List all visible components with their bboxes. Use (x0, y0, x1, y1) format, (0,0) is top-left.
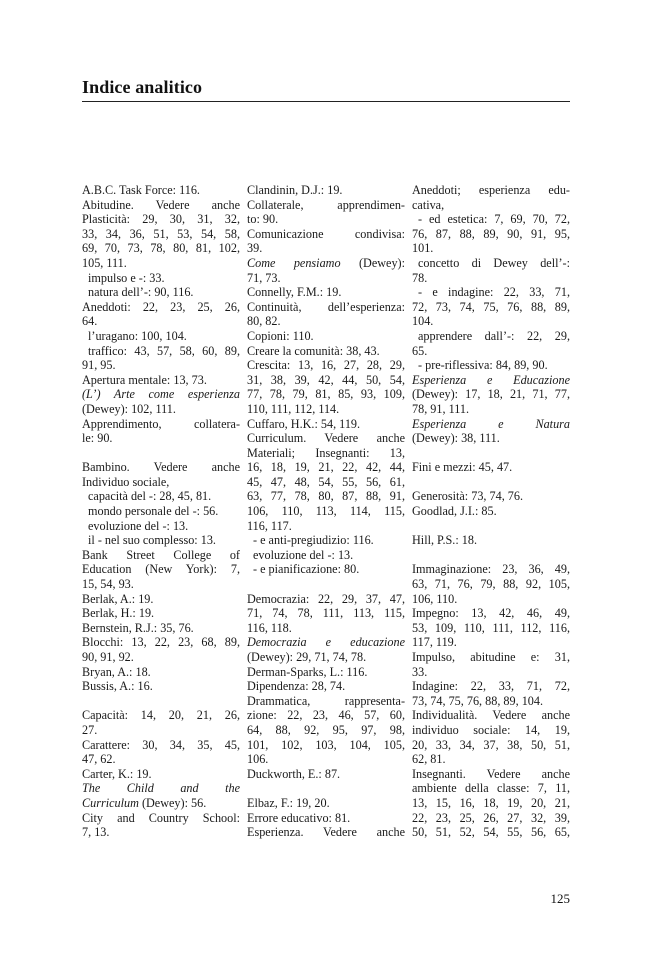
index-line: 69, 70, 73, 78, 80, 81, 102, (82, 241, 240, 256)
index-gap (412, 548, 570, 563)
index-line: Apprendimento, collatera- (82, 416, 240, 431)
index-line: Individualità. Vedere anche (412, 708, 570, 723)
index-line: Generosità: 73, 74, 76. (412, 489, 524, 504)
index-line: Bank Street College of (82, 547, 240, 562)
index-line: Impulso, abitudine e: 31, (412, 650, 570, 664)
index-line: A.B.C. Task Force: 116. (82, 183, 200, 197)
index-line: 116, 117. (247, 518, 292, 533)
index-line: Insegnanti. Vedere anche (412, 766, 570, 781)
page-title: Indice analitico (82, 77, 203, 97)
index-line: Education (New York): 7, (82, 562, 240, 577)
index-line: 15, 54, 93. (82, 577, 134, 592)
index-line: Carter, K.: 19. (82, 766, 152, 781)
index-line: Aneddoti: 22, 23, 25, 26, (82, 299, 240, 314)
index-line: 20, 33, 34, 37, 38, 50, 51, (412, 737, 570, 752)
index-gap (82, 446, 240, 461)
index-line: Individuo sociale, (82, 474, 170, 489)
index-line: - e indagine: 22, 33, 71, (418, 285, 570, 300)
title-rule (82, 101, 570, 102)
index-line: Apertura mentale: 13, 73. (82, 372, 207, 387)
index-gap (412, 446, 570, 461)
index-line: Berlak, A.: 19. (82, 591, 154, 606)
index-line: 106, 110, 113, 114, 115, (247, 504, 405, 519)
index-line: 33. (412, 664, 428, 679)
index-line: Collaterale, apprendimen- (247, 197, 405, 212)
index-line: 63, 77, 78, 80, 87, 88, 91, (247, 489, 405, 504)
index-line: Democrazia e educazione (247, 635, 405, 650)
index-line: Cuffaro, H.K.: 54, 119. (247, 416, 361, 431)
index-line: 78. (412, 270, 428, 285)
index-line: Esperienza e Educazione (412, 372, 570, 387)
index-column-3 (412, 183, 570, 840)
index-line: zione: 22, 23, 46, 57, 60, (247, 708, 405, 723)
index-line: l’uragano: 100, 104. (88, 328, 187, 343)
index-line: Democrazia: 22, 29, 37, 47, (247, 591, 405, 606)
index-line: Errore educativo: 81. (247, 810, 351, 825)
index-column-2 (247, 183, 405, 840)
index-line: (Dewey): 29, 71, 74, 78. (247, 650, 367, 664)
index-line: individuo sociale: 14, 19, (412, 722, 570, 737)
index-line (247, 256, 405, 271)
index-line: Capacità: 14, 20, 21, 26, (82, 708, 240, 723)
index-line: 71, 74, 78, 111, 113, 115, (247, 606, 405, 621)
index-line: - e anti-pregiudizio: 116. (253, 533, 374, 548)
index-line: Esperienza. Vedere anche (247, 825, 405, 840)
index-line: 31, 38, 39, 42, 44, 50, 54, (247, 372, 405, 387)
index-line: to: 90. (247, 212, 279, 227)
index-line: Fini e mezzi: 45, 47. (412, 460, 513, 475)
index-line: Materiali; Insegnanti: 13, (247, 445, 405, 460)
index-line: Bryan, A.: 18. (82, 664, 151, 679)
index-line: natura dell’-: 90, 116. (88, 285, 194, 300)
index-line: 77, 78, 79, 81, 85, 93, 109, (247, 387, 405, 402)
index-line: 72, 73, 74, 75, 76, 88, 89, (412, 299, 570, 314)
index-line: 65. (412, 343, 428, 358)
index-line: Copioni: 110. (247, 328, 314, 343)
index-line-italic: Curriculum (82, 795, 139, 810)
index-line: evoluzione del -: 13. (88, 518, 189, 533)
index-line: 104. (412, 314, 434, 329)
index-line: 106, 110. (412, 591, 458, 606)
index-line: 16, 18, 19, 21, 22, 42, 44, (247, 460, 405, 475)
index-line: Duckworth, E.: 87. (247, 766, 341, 781)
index-line: Esperienza e Natura (412, 416, 570, 431)
index-line: - ed estetica: 7, 69, 70, 72, (418, 212, 570, 227)
index-gap (247, 781, 405, 796)
index-line: 7, 13. (82, 825, 110, 840)
index-line: ambiente della classe: 7, 11, (412, 781, 570, 796)
index-line: Immaginazione: 23, 36, 49, (412, 562, 570, 577)
index-line: Berlak, H.: 19. (82, 606, 155, 621)
index-line: 64. (82, 314, 98, 329)
index-line: 73, 74, 75, 76, 88, 89, 104. (412, 693, 544, 708)
index-line: cativa, (412, 197, 445, 212)
index-gap (412, 519, 570, 534)
index-line: Abitudine. Vedere anche (82, 197, 240, 212)
page-number: 125 (550, 891, 570, 906)
index-gap (412, 475, 570, 490)
index-line: 39. (247, 241, 263, 256)
index-line: evoluzione del -: 13. (253, 547, 354, 562)
index-line: Plasticità: 29, 30, 31, 32, (82, 212, 240, 227)
index-line: (Dewey): 102, 111. (82, 401, 176, 416)
index-line: 33, 34, 36, 51, 53, 54, 58, (82, 226, 240, 241)
index-line: 47, 62. (82, 752, 116, 767)
index-line: Indagine: 22, 33, 71, 72, (412, 679, 570, 694)
index-line: 91, 95. (82, 358, 116, 373)
index-line: Bernstein, R.J.: 35, 76. (82, 620, 194, 635)
index-line: capacità del -: 28, 45, 81. (88, 489, 212, 504)
index-line: le: 90. (82, 431, 113, 446)
index-line: impulso e -: 33. (88, 270, 165, 285)
index-line: Crescita: 13, 16, 27, 28, 29, (247, 358, 405, 373)
index-line: Comunicazione condivisa: (247, 226, 405, 241)
index-line: 78, 91, 111. (412, 401, 469, 416)
index-line: 71, 73. (247, 270, 281, 285)
index-line: 63, 71, 76, 79, 88, 92, 105, (412, 577, 570, 592)
index-line: traffico: 43, 57, 58, 60, 89, (88, 343, 240, 358)
index-line: Blocchi: 13, 22, 23, 68, 89, (82, 635, 240, 650)
index-line: 13, 15, 16, 18, 19, 20, 21, (412, 795, 570, 810)
index-line: Curriculum. Vedere anche (247, 431, 405, 446)
index-line: 117, 119. (412, 635, 457, 650)
index-line: The Child and the (82, 781, 240, 796)
index-line-rest: (Dewey): 56. (138, 795, 207, 810)
index-line: 45, 47, 48, 54, 55, 56, 61, (247, 474, 405, 489)
index-line (82, 796, 240, 811)
index-line: il - nel suo complesso: 13. (88, 533, 216, 548)
index-line: (L’) Arte come esperienza (82, 387, 240, 402)
index-line: City and Country School: (82, 810, 240, 825)
index-line: 80, 82. (247, 314, 281, 329)
index-line: 101. (412, 241, 434, 256)
index-line: (Dewey): 17, 18, 21, 71, 77, (412, 387, 570, 402)
index-line: apprendere dall’-: 22, 29, (418, 328, 570, 343)
index-line: 106. (247, 752, 269, 767)
index-line: 101, 102, 103, 104, 105, (247, 737, 405, 752)
index-line: Bambino. Vedere anche (82, 460, 240, 475)
index-line: 116, 118. (247, 620, 292, 635)
index-line: Goodlad, J.I.: 85. (412, 504, 497, 519)
index-line: 53, 109, 110, 111, 112, 116, (412, 620, 570, 635)
index-line: Elbaz, F.: 19, 20. (247, 795, 330, 810)
index-line: Bussis, A.: 16. (82, 679, 153, 694)
index-line: Connelly, F.M.: 19. (247, 285, 342, 300)
index-line: Dipendenza: 28, 74. (247, 679, 346, 694)
index-line: 90, 91, 92. (82, 650, 134, 664)
index-line: 50, 51, 52, 54, 55, 56, 65, (412, 825, 570, 840)
index-gap (247, 577, 405, 592)
index-line: 76, 87, 88, 89, 90, 91, 95, (412, 226, 570, 241)
index-line: Carattere: 30, 34, 35, 45, (82, 737, 240, 752)
index-line: Derman-Sparks, L.: 116. (247, 664, 368, 679)
index-line: - e pianificazione: 80. (253, 562, 360, 577)
index-line-rest: (Dewey): (340, 255, 405, 270)
index-line: Hill, P.S.: 18. (412, 533, 478, 548)
index-line: 27. (82, 722, 98, 737)
index-line: - pre-riflessiva: 84, 89, 90. (418, 358, 548, 373)
index-line: Creare la comunità: 38, 43. (247, 343, 380, 358)
index-line: (Dewey): 38, 111. (412, 431, 500, 446)
index-line: 64, 88, 92, 95, 97, 98, (247, 722, 405, 737)
index-line: 105, 111. (82, 255, 127, 270)
index-line: 110, 111, 112, 114. (247, 401, 340, 416)
index-line: Aneddoti; esperienza edu- (412, 183, 570, 197)
index-line: 22, 23, 25, 26, 27, 32, 39, (412, 810, 570, 825)
index-line: concetto di Dewey dell’-: (418, 255, 570, 270)
index-line: mondo personale del -: 56. (88, 504, 219, 519)
index-column-1 (82, 183, 240, 840)
index-line: 62, 81. (412, 752, 446, 767)
index-line: Continuità, dell’esperienza: (247, 299, 405, 314)
index-line: Impegno: 13, 42, 46, 49, (412, 606, 570, 621)
index-gap (82, 694, 240, 709)
index-line: Drammatica, rappresenta- (247, 693, 405, 708)
index-line-italic: Come pensiamo (247, 255, 341, 270)
index-line: Clandinin, D.J.: 19. (247, 183, 343, 197)
